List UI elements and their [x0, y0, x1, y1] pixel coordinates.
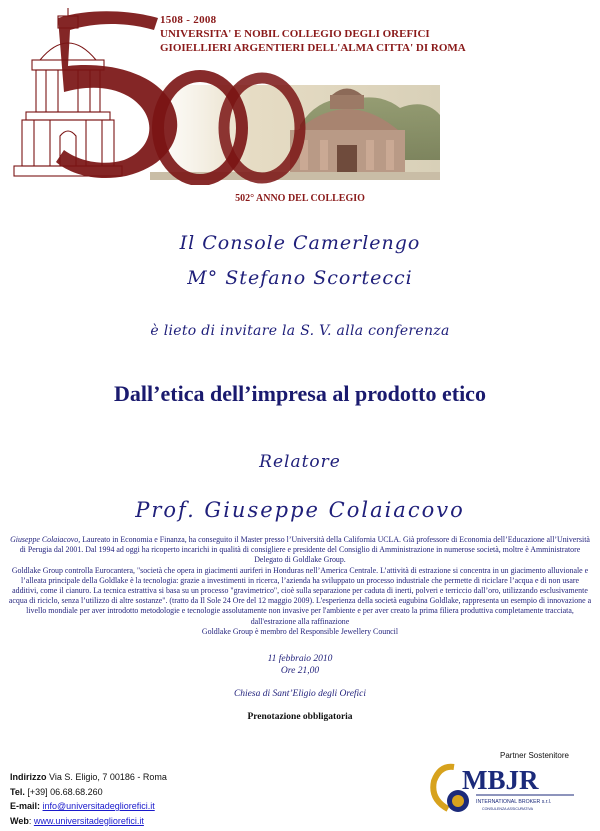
speaker-label: Relatore — [259, 452, 341, 472]
mbjr-subtitle: INTERNATIONAL BROKER s.r.l. — [476, 799, 552, 805]
host-title: Il Console Camerlengo — [179, 232, 421, 254]
speaker-bio — [8, 535, 592, 637]
email-link[interactable]: info@universitadegliorefici.it — [42, 801, 155, 811]
mbjr-partner-logo — [424, 759, 584, 821]
event-venue: Chiesa di Sant’Eligio degli Orefici — [233, 689, 367, 699]
partner-label: Partner Sostenitore — [500, 751, 569, 760]
booking-notice: Prenotazione obbligatoria — [247, 712, 353, 722]
bio-paragraph: Goldlake Group è membro del Responsible Jewellery Council — [201, 626, 399, 636]
mbjr-wordmark: MBJR — [462, 765, 539, 795]
conference-title: Dall’etica dell’impresa al prodotto etico — [114, 381, 486, 406]
years-heading: 1508 - 2008 — [160, 14, 217, 26]
mbjr-tagline: CONSULENZA ASSICURATIVA — [482, 807, 533, 811]
contact-block — [10, 770, 167, 828]
host-name: M° Stefano Scortecci — [187, 267, 413, 289]
institution-subtitle: GIOIELLIERI ARGENTIERI DELL'ALMA CITTA' DI ROMA — [160, 42, 466, 54]
tel-value: [+39] 06.68.68.260 — [24, 786, 103, 797]
web-label: Web — [10, 815, 29, 826]
event-time: Ore 21,00 — [280, 666, 320, 676]
email-row — [10, 799, 167, 814]
invite-line: è lieto di invitare la S. V. alla conferenza — [150, 323, 450, 339]
speaker-name: Prof. Giuseppe Colaiacovo — [135, 498, 465, 522]
bio-text: Laureato in Economia e Finanza, ha conseguito il Master presso l’Università della California UCLA. Già professore di Economia dell’Educazione all’Università di Perugia dal 2001. Dal 1994 ad oggi ha ricoperto incarichi in qualità di consigliere e presidente del Consiglio di Amministrazione in numerose società, moltre è Amministratore Delegato di Goldlake Group. — [19, 535, 590, 565]
bio-name: Giuseppe Colaiacovo, — [10, 535, 81, 544]
address-value: Via S. Eligio, 7 00186 - Roma — [46, 772, 167, 782]
address-label: Indirizzo — [10, 772, 47, 782]
letterhead — [0, 0, 600, 185]
bio-paragraph — [8, 535, 592, 566]
web-row: Web: www.universitadegliorefici.it — [10, 815, 144, 826]
anniversary-label: 502° ANNO DEL COLLEGIO — [235, 193, 365, 204]
address-row — [10, 770, 167, 785]
email-label: E-mail: — [10, 801, 41, 811]
website-link[interactable]: www.universitadegliorefici.it — [33, 815, 144, 826]
tel-row — [10, 785, 167, 800]
event-date: 11 febbraio 2010 — [267, 654, 333, 664]
institution-name: UNIVERSITA' E NOBIL COLLEGIO DEGLI OREFICI — [160, 28, 430, 40]
bio-paragraph: Goldlake Group controlla Eurocantera, "società che opera in giacimenti auriferi in Honduras nell’America Centrale. L’attività di estrazione si concentra in un giacimento alluvionale e l’alleata principale della Goldlake è la tecnologia: grazie a investimenti in ricerca, l’azienda ha sviluppato un processo industriale che permette di riciclare l’acqua e di non usare additivi, come il cianuro. La tecnica estrattiva si basa su un processo "gravimetrico", cioè sulla separazione per caduta di inerti, polveri e terriccio dall’oro, utilizzando esclusivamente acqua di riciclo, senza l’utilizzo di altre sostanze". (tratto da Il Sole 24 Ore del 12 maggio 2009). L'esperienza della società eugubina Goldlake, rappresenta un esempio di innovazione a livello mondiale per aver introdotto metodologie e tecnologie assolutamente non invasive per l'ambiente e per aver creato la prima filiera produttiva completamente tracciata, dall'estrazione alla raffinazione — [8, 565, 592, 626]
tel-label: Tel. — [10, 786, 25, 797]
